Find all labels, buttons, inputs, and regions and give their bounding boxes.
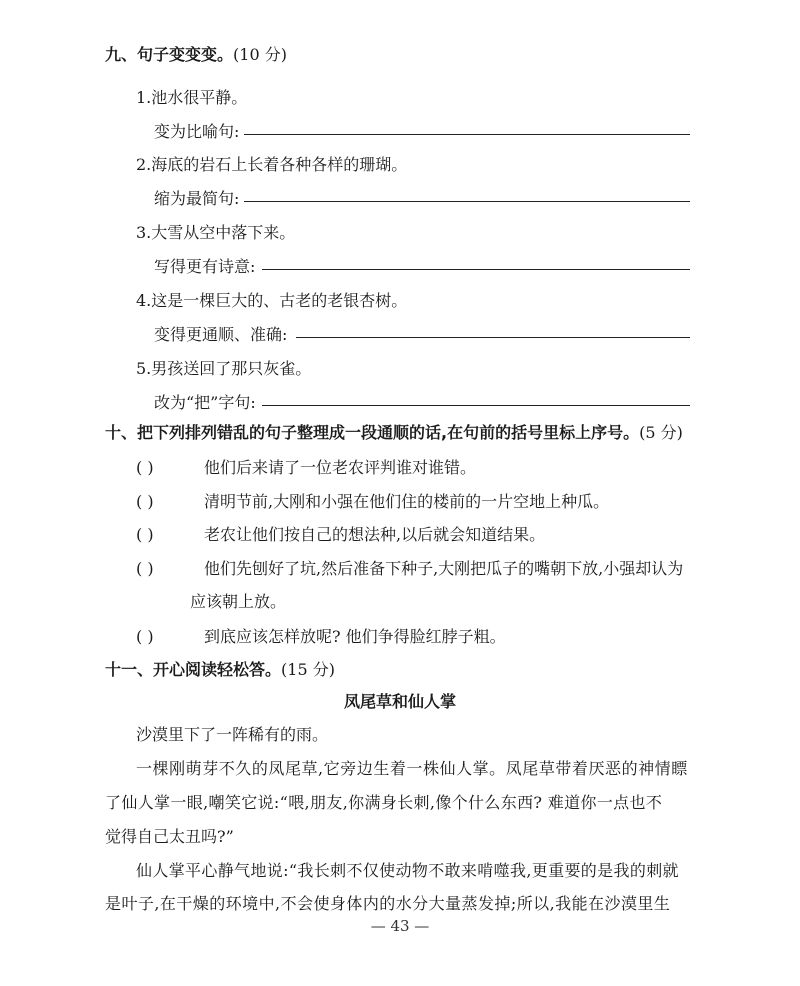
q10-item-1: [136, 455, 476, 478]
q9-4-sentence: 4.这是一棵巨大的、古老的老银杏树。: [136, 291, 408, 310]
section-9-title: 九、句子变变变。: [105, 45, 234, 64]
section-9-heading: [105, 42, 287, 65]
order-blank[interactable]: ( ): [136, 458, 154, 477]
q9-3-prompt: 写得更有诗意:: [154, 257, 256, 276]
q9-4-answer-line[interactable]: [296, 337, 690, 338]
q10-item-1-text: 他们后来请了一位老农评判谁对谁错。: [204, 458, 477, 477]
q10-item-5: [136, 624, 506, 647]
section-11-score: (15 分): [281, 660, 335, 679]
q9-1-answer-line[interactable]: [244, 134, 690, 135]
page-number: — 43 —: [370, 917, 430, 935]
section-11-title: 十一、开心阅读轻松答。: [105, 660, 282, 679]
section-10-title: 十、把下列排列错乱的句子整理成一段通顺的话,在句前的括号里标上序号。: [105, 423, 640, 442]
q10-item-3: [136, 522, 545, 545]
passage-line-6: 是叶子,在干燥的环境中,不会使身体内的水分大量蒸发掉;所以,我能在沙漠里生: [105, 894, 671, 913]
passage-line-1: 沙漠里下了一阵稀有的雨。: [136, 725, 329, 744]
q10-item-4-continuation: 应该朝上放。: [190, 592, 287, 611]
q9-2-prompt: 缩为最简句:: [154, 189, 240, 208]
section-10-heading: [105, 420, 683, 443]
passage-line-3: 了仙人掌一眼,嘲笑它说:“喂,朋友,你满身长刺,像个什么东西? 难道你一点也不: [105, 793, 663, 812]
q9-1-prompt: 变为比喻句:: [154, 122, 240, 141]
passage-line-4: 觉得自己太丑吗?”: [105, 827, 234, 846]
order-blank[interactable]: ( ): [136, 627, 154, 646]
q9-4-prompt: 变得更通顺、准确:: [154, 325, 288, 344]
q9-1-sentence: 1.池水很平静。: [136, 88, 248, 107]
q10-item-4: [136, 556, 683, 579]
q10-item-3-text: 老农让他们按自己的想法种,以后就会知道结果。: [204, 525, 546, 544]
section-9-score: (10 分): [233, 45, 287, 64]
passage-line-5: 仙人掌平心静气地说:“我长刺不仅使动物不敢来啃噬我,更重要的是我的刺就: [136, 861, 679, 880]
q9-5-answer-line[interactable]: [262, 405, 690, 406]
q9-2-answer-line[interactable]: [244, 201, 690, 202]
passage-line-2: 一棵刚萌芽不久的凤尾草,它旁边生着一株仙人掌。凤尾草带着厌恶的神情瞟: [136, 759, 688, 778]
q10-item-2-text: 清明节前,大刚和小强在他们住的楼前的一片空地上种瓜。: [204, 492, 610, 511]
q9-3-answer-line[interactable]: [262, 269, 690, 270]
q9-2-sentence: 2.海底的岩石上长着各种各样的珊瑚。: [136, 155, 408, 174]
q9-3-sentence: 3.大雪从空中落下来。: [136, 223, 296, 242]
q9-5-prompt: 改为“把”字句:: [154, 393, 256, 412]
q10-item-4-text: 他们先刨好了坑,然后准备下种子,大刚把瓜子的嘴朝下放,小强却认为: [204, 559, 684, 578]
q9-5-sentence: 5.男孩送回了那只灰雀。: [136, 359, 312, 378]
order-blank[interactable]: ( ): [136, 525, 154, 544]
section-10-score: (5 分): [639, 423, 683, 442]
order-blank[interactable]: ( ): [136, 492, 154, 511]
order-blank[interactable]: ( ): [136, 559, 154, 578]
q10-item-5-text: 到底应该怎样放呢? 他们争得脸红脖子粗。: [204, 627, 506, 646]
q10-item-2: [136, 489, 609, 512]
section-11-heading: [105, 657, 335, 680]
passage-title: 凤尾草和仙人掌: [343, 692, 456, 711]
